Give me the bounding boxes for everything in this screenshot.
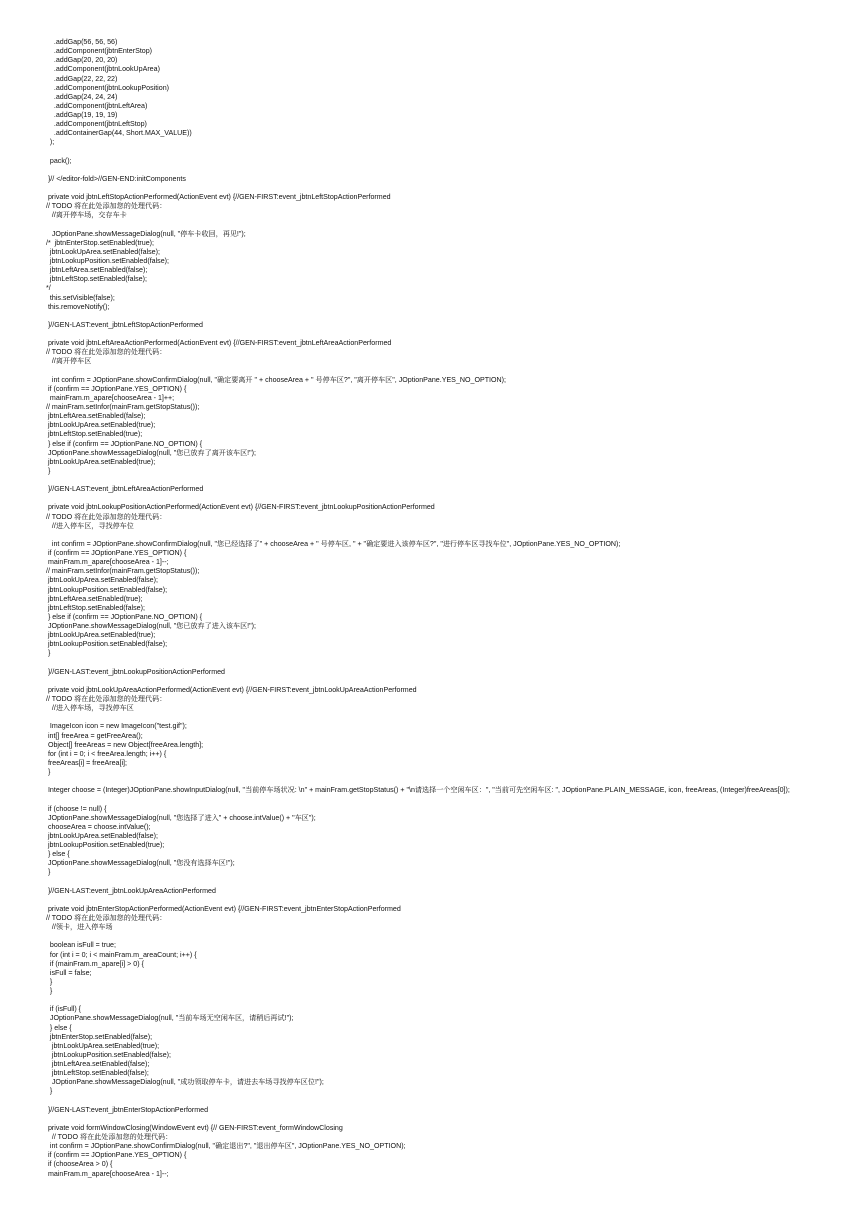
- code-line: //进入停车区，寻找停车位: [44, 521, 134, 530]
- code-line: // TODO 将在此处添加您的处理代码：: [44, 348, 167, 357]
- code-line: pack();: [44, 156, 72, 165]
- code-line: [44, 184, 864, 193]
- code-line: JOptionPane.showMessageDialog(null, "您已放弃了离开该车区!");: [44, 448, 257, 457]
- code-line: jbtnLookupPosition.setEnabled(false);: [44, 1050, 171, 1059]
- code-line: [44, 677, 864, 686]
- code-line: .addGap(24, 24, 24): [44, 92, 118, 101]
- code-line: .addGap(22, 22, 22): [44, 74, 118, 83]
- code-line: [44, 795, 864, 804]
- code-line: //离开停车场，交存车卡: [44, 211, 127, 220]
- code-line: [44, 1097, 864, 1106]
- code-line: // TODO 将在此处添加您的处理代码：: [44, 202, 167, 211]
- code-line: jbtnLeftArea.setEnabled(false);: [44, 1060, 150, 1068]
- code-line: jbtnLookUpArea.setEnabled(false);: [44, 831, 158, 840]
- code-line: .addComponent(jbtnLeftArea): [44, 101, 148, 110]
- code-line: .addGap(56, 56, 56): [44, 38, 118, 46]
- code-line: [44, 494, 864, 503]
- code-line: [44, 330, 864, 339]
- code-line: }// </editor-fold>//GEN-END:initComponents: [44, 174, 186, 183]
- code-line: .addGap(19, 19, 19): [44, 111, 118, 119]
- code-line: this.removeNotify();: [44, 302, 110, 311]
- code-line: .addContainerGap(44, Short.MAX_VALUE)): [44, 129, 192, 138]
- code-line: for (int i = 0; i < freeArea.length; i++) {: [44, 749, 167, 758]
- code-line: JOptionPane.showMessageDialog(null, "您没有选择车区!");: [44, 859, 235, 868]
- code-line: [44, 932, 864, 941]
- code-line: // TODO 将在此处添加您的处理代码：: [44, 695, 167, 703]
- code-line: jbtnLookUpArea.setEnabled(false);: [44, 576, 158, 585]
- code-line: private void formWindowClosing(WindowEvent evt) {// GEN-FIRST:event_formWindowClosing: [44, 1123, 343, 1132]
- code-line: } else if (confirm == JOptionPane.NO_OPTION) {: [44, 612, 203, 621]
- code-line: jbtnLeftStop.setEnabled(false);: [44, 1069, 149, 1078]
- code-line: for (int i = 0; i < mainFram.m_areaCount; i++) {: [44, 950, 197, 959]
- code-line: }//GEN-LAST:event_jbtnEnterStopActionPerformed: [44, 1105, 209, 1114]
- code-line: .addComponent(jbtnLookUpArea): [44, 65, 160, 74]
- code-line: } else if (confirm == JOptionPane.NO_OPTION) {: [44, 439, 203, 448]
- code-line: if (confirm == JOptionPane.YES_OPTION) {: [44, 1151, 187, 1160]
- code-line: .addComponent(jbtnLeftStop): [44, 120, 147, 129]
- code-line: [44, 166, 864, 175]
- code-line: .addComponent(jbtnEnterStop): [44, 47, 153, 56]
- code-line: // mainFram.setInfor(mainFram.getStopStatus());: [44, 567, 200, 576]
- code-line: .addGap(20, 20, 20): [44, 56, 118, 65]
- code-line: jbtnLookupPosition.setEnabled(false);: [44, 640, 168, 649]
- code-line: private void jbtnLookupPositionActionPerformed(ActionEvent evt) {//GEN-FIRST:event_jbtnLookupPositionActionPerformed: [44, 503, 435, 512]
- code-line: }//GEN-LAST:event_jbtnLookupPositionActionPerformed: [44, 667, 225, 676]
- code-line: jbtnLookUpArea.setEnabled(true);: [44, 1041, 160, 1050]
- code-line: [44, 367, 864, 376]
- code-line: freeAreas[i] = freeArea[i];: [44, 758, 127, 767]
- code-line: this.setVisible(false);: [44, 293, 115, 302]
- code-line: jbtnLookupPosition.setEnabled(true);: [44, 841, 165, 849]
- code-line: }//GEN-LAST:event_jbtnLeftStopActionPerformed: [44, 320, 203, 329]
- code-line: if (mainFram.m_apare[i] > 0) {: [44, 959, 144, 968]
- code-line: }//GEN-LAST:event_jbtnLeftAreaActionPerformed: [44, 485, 204, 494]
- code-line: .addComponent(jbtnLookupPosition): [44, 83, 170, 92]
- code-line: [44, 221, 864, 230]
- code-line: mainFram.m_apare[chooseArea - 1]--;: [44, 558, 169, 567]
- code-line: int confirm = JOptionPane.showConfirmDialog(null, "确定要离开 " + chooseArea + " 号停车区?", "离开停车区", JOptionPane.YES_NO_OPTION);: [44, 375, 506, 384]
- code-line: private void jbtnLookUpAreaActionPerformed(ActionEvent evt) {//GEN-FIRST:event_jbtnLookUpAreaActionPerformed: [44, 685, 417, 694]
- code-line: JOptionPane.showMessageDialog(null, "您已放弃了进入该车区!");: [44, 622, 257, 630]
- code-line: private void jbtnLeftAreaActionPerformed(ActionEvent evt) {//GEN-FIRST:event_jbtnLeftAreaActionPerformed: [44, 339, 392, 348]
- code-line: [44, 896, 864, 905]
- code-line: jbtnLeftArea.setEnabled(false);: [44, 412, 146, 421]
- code-line: jbtnLeftStop.setEnabled(false);: [44, 275, 147, 284]
- code-line: if (chooseArea > 0) {: [44, 1160, 113, 1169]
- source-code-block: [44, 38, 864, 1179]
- code-line: jbtnLeftArea.setEnabled(false);: [44, 266, 148, 275]
- code-line: //进入停车场，寻找停车区: [44, 704, 134, 713]
- code-line: [44, 148, 864, 157]
- code-line: */: [44, 284, 51, 293]
- code-line: }: [44, 649, 51, 658]
- code-line: // TODO 将在此处添加您的处理代码：: [44, 512, 167, 521]
- code-line: if (choose != null) {: [44, 804, 107, 813]
- code-line: }: [44, 977, 53, 986]
- code-line: }: [44, 1087, 53, 1096]
- code-line: jbtnLookUpArea.setEnabled(true);: [44, 631, 156, 640]
- code-line: int confirm = JOptionPane.showConfirmDialog(null, "您已经选择了" + chooseArea + " 号停车区, " + "确定要进入该停车区?", "进行停车区寻找车位", JOptionPane.YES_NO_OPTION);: [44, 539, 621, 548]
- code-line: }: [44, 466, 51, 475]
- code-line: }//GEN-LAST:event_jbtnLookUpAreaActionPerformed: [44, 886, 216, 895]
- code-line: } else {: [44, 1023, 72, 1032]
- code-line: Object[] freeAreas = new Object[freeArea.length];: [44, 740, 204, 749]
- code-line: if (confirm == JOptionPane.YES_OPTION) {: [44, 549, 187, 557]
- code-line: /* jbtnEnterStop.setEnabled(true);: [44, 238, 155, 247]
- code-line: mainFram.m_apare[chooseArea - 1]--;: [44, 1169, 169, 1178]
- code-line: [44, 1115, 864, 1124]
- code-line: // mainFram.setInfor(mainFram.getStopStatus());: [44, 403, 200, 411]
- code-line: }: [44, 768, 51, 776]
- code-line: } else {: [44, 850, 70, 859]
- code-line: JOptionPane.showMessageDialog(null, "您选择了进入" + choose.intValue() + "车区");: [44, 813, 316, 822]
- code-line: JOptionPane.showMessageDialog(null, "当前车场无空闲车区，请稍后再试!");: [44, 1014, 294, 1023]
- code-line: jbtnLeftStop.setEnabled(true);: [44, 430, 143, 439]
- code-line: jbtnLookUpArea.setEnabled(true);: [44, 421, 156, 430]
- code-line: [44, 878, 864, 887]
- code-line: if (confirm == JOptionPane.YES_OPTION) {: [44, 384, 187, 393]
- code-line: );: [44, 138, 55, 147]
- code-line: JOptionPane.showMessageDialog(null, "停车卡收回，再见!");: [44, 229, 246, 238]
- code-line: //领卡，进入停车场: [44, 923, 113, 932]
- code-line: [44, 659, 864, 668]
- code-line: }: [44, 868, 51, 877]
- code-line: isFull = false;: [44, 968, 92, 977]
- code-line: jbtnLookUpArea.setEnabled(false);: [44, 247, 160, 256]
- code-line: JOptionPane.showMessageDialog(null, "成功领取停车卡，请进去车场寻找停车区位!");: [44, 1078, 324, 1087]
- code-line: ImageIcon icon = new ImageIcon("test.gif");: [44, 722, 187, 731]
- code-line: boolean isFull = true;: [44, 941, 116, 950]
- code-line: if (isFull) {: [44, 1005, 82, 1014]
- code-line: // TODO 将在此处添加您的处理代码：: [44, 1133, 173, 1141]
- code-line: }: [44, 987, 53, 995]
- code-line: [44, 777, 864, 786]
- code-line: int confirm = JOptionPane.showConfirmDialog(null, "确定退出?", "退出停车区", JOptionPane.YES_NO_OPTION);: [44, 1142, 406, 1151]
- code-line: jbtnLookUpArea.setEnabled(true);: [44, 457, 156, 466]
- code-line: chooseArea = choose.intValue();: [44, 822, 151, 831]
- code-line: jbtnLookupPosition.setEnabled(false);: [44, 257, 170, 265]
- code-line: [44, 996, 864, 1005]
- code-line: [44, 531, 864, 540]
- code-line: private void jbtnEnterStopActionPerformed(ActionEvent evt) {//GEN-FIRST:event_jbtnEnterStopActionPerformed: [44, 904, 401, 913]
- code-line: jbtnLookupPosition.setEnabled(false);: [44, 585, 168, 594]
- code-line: int[] freeArea = getFreeArea();: [44, 731, 143, 740]
- code-line: [44, 312, 864, 321]
- code-line: Integer choose = (Integer)JOptionPane.showInputDialog(null, "当前停车场状况: \n" + mainFram.getStopStatus() + "\n请选择一个空闲车区：", "当前可先空闲车区: ", JOptionPane.PLAIN_MESSAGE, icon, freeAreas, (Integer)freeAreas[0]);: [44, 786, 790, 795]
- code-line: jbtnLeftArea.setEnabled(true);: [44, 594, 143, 603]
- code-line: mainFram.m_apare[chooseArea - 1]++;: [44, 393, 175, 402]
- code-line: //离开停车区: [44, 357, 92, 366]
- code-line: // TODO 将在此处添加您的处理代码：: [44, 914, 167, 922]
- code-line: jbtnEnterStop.setEnabled(false);: [44, 1032, 153, 1041]
- code-line: [44, 713, 864, 722]
- code-line: [44, 476, 864, 485]
- code-line: jbtnLeftStop.setEnabled(false);: [44, 603, 145, 612]
- code-line: private void jbtnLeftStopActionPerformed(ActionEvent evt) {//GEN-FIRST:event_jbtnLeftStopActionPerformed: [44, 193, 391, 202]
